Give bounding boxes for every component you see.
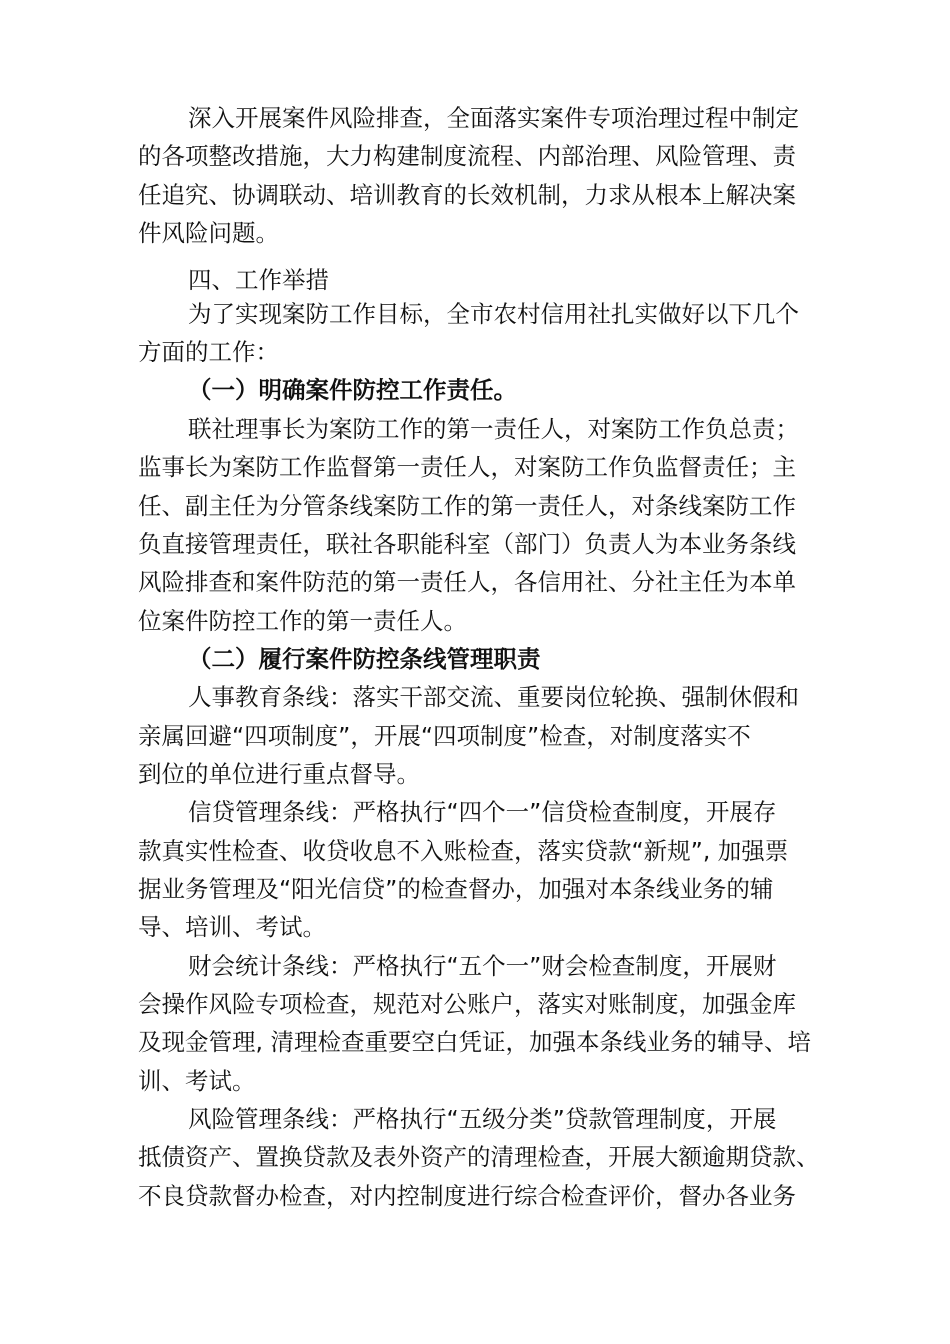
paragraph-line: 为了实现案防工作目标，全市农村信用社扎实做好以下几个: [188, 300, 799, 328]
paragraph-line: 件风险问题。: [138, 219, 279, 247]
paragraph-line: 导、培训、考试。: [138, 913, 326, 941]
paragraph-line: 任、副主任为分管条线案防工作的第一责任人，对条线案防工作: [138, 492, 796, 520]
paragraph-line: 信贷管理条线：严格执行“四个一”信贷检查制度，开展存: [188, 798, 777, 826]
paragraph-line: 及现金管理, 清理检查重要空白凭证，加强本条线业务的辅导、培: [138, 1028, 811, 1056]
section-heading: 四、工作举措: [188, 266, 329, 294]
paragraph-line: 深入开展案件风险排查，全面落实案件专项治理过程中制定: [188, 104, 799, 132]
paragraph-line: 风险管理条线：严格执行“五级分类”贷款管理制度，开展: [188, 1105, 777, 1133]
paragraph-line: 联社理事长为案防工作的第一责任人，对案防工作负总责；: [188, 415, 799, 443]
paragraph-line: 训、考试。: [138, 1067, 256, 1095]
paragraph-line: 方面的工作：: [138, 338, 279, 366]
paragraph-line: 的各项整改措施，大力构建制度流程、内部治理、风险管理、责: [138, 142, 796, 170]
paragraph-line: 负直接管理责任，联社各职能科室（部门）负责人为本业务条线: [138, 530, 796, 558]
paragraph-line: 人事教育条线：落实干部交流、重要岗位轮换、强制休假和: [188, 683, 799, 711]
paragraph-line: 据业务管理及“阳光信贷”的检查督办，加强对本条线业务的辅: [138, 875, 774, 903]
paragraph-line: 亲属回避“四项制度”，开展“四项制度”检查，对制度落实不: [138, 722, 751, 750]
paragraph-line: 抵债资产、置换贷款及表外资产的清理检查，开展大额逾期贷款、: [138, 1143, 820, 1171]
paragraph-line: 监事长为案防工作监督第一责任人，对案防工作负监督责任；主: [138, 453, 796, 481]
paragraph-line: 任追究、协调联动、培训教育的长效机制，力求从根本上解决案: [138, 181, 796, 209]
subsection-heading: （二）履行案件防控条线管理职责: [188, 645, 541, 673]
paragraph-line: 会操作风险专项检查，规范对公账户，落实对账制度，加强金库: [138, 990, 796, 1018]
paragraph-line: 财会统计条线：严格执行“五个一”财会检查制度，开展财: [188, 952, 777, 980]
subsection-heading: （一）明确案件防控工作责任。: [188, 376, 517, 404]
paragraph-line: 款真实性检查、收贷收息不入账检查，落实贷款“新规”, 加强票: [138, 837, 789, 865]
paragraph-line: 位案件防控工作的第一责任人。: [138, 607, 467, 635]
paragraph-line: 不良贷款督办检查，对内控制度进行综合检查评价，督办各业务: [138, 1182, 796, 1210]
paragraph-line: 到位的单位进行重点督导。: [138, 760, 420, 788]
paragraph-line: 风险排查和案件防范的第一责任人，各信用社、分社主任为本单: [138, 568, 796, 596]
